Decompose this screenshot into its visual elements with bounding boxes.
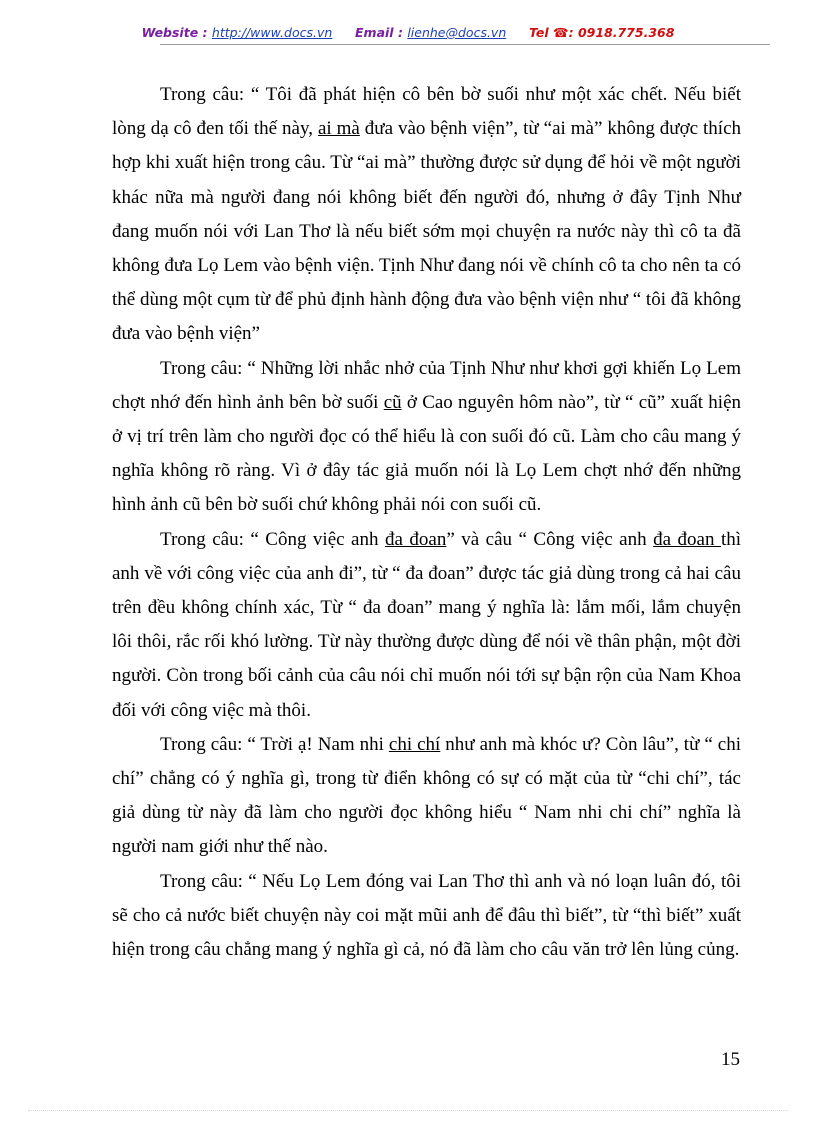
website-label: Website :: [141, 25, 208, 40]
underlined-term: chi chí: [388, 733, 441, 755]
paragraph-4: Trong câu: “ Trời ạ! Nam nhi chi chí như anh mà khóc ư? Còn lâu”, từ “ chi chí” chẳng có ý nghĩa gì, trong từ điển không có sự có mặt của từ “chi chí”, tác giả dùng từ này đã làm cho người đọc không hiểu “ Nam nhi chi chí” nghĩa là người nam giới như thế nào.: [112, 733, 741, 858]
underlined-term: đa đoan: [384, 528, 447, 550]
underlined-term: ai mà: [317, 118, 360, 140]
paragraph-5: Trong câu: “ Nếu Lọ Lem đóng vai Lan Thơ thì anh và nó loạn luân đó, tôi sẽ cho cả nước biết chuyện này coi mặt mũi anh để đâu thì biết”, từ “thì biết” xuất hiện trong câu chẳng mang ý nghĩa gì cả, nó đã làm cho câu văn trở lên lủng củng.: [112, 870, 741, 961]
paragraph-3: Trong câu: “ Công việc anh đa đoan” và câu “ Công việc anh đa đoan thì anh về với công việc của anh đi”, từ “ đa đoan” được tác giả dùng trong cả hai câu trên đều không chính xác, Từ “ đa đoan” mang ý nghĩa là: lắm mối, lắm chuyện lôi thôi, rắc rối khó lường. Từ này thường được dùng để nói về thân phận, một đời người. Còn trong bối cảnh của câu nói chỉ muốn nói tới sự bận rộn của Nam Khoa đối với công việc mà thôi.: [112, 528, 741, 721]
email-link[interactable]: lienhe@docs.vn: [407, 25, 507, 40]
underlined-term: đa đoan: [653, 528, 721, 550]
paragraph-2: Trong câu: “ Những lời nhắc nhở của Tịnh Như như khơi gợi khiến Lọ Lem chợt nhớ đến hình ảnh bên bờ suối cũ ở Cao nguyên hôm nào”, từ “ cũ” xuất hiện ở vị trí trên làm cho người đọc có thể hiểu là con suối đó cũ. Làm cho câu mang ý nghĩa không rõ ràng. Vì ở đây tác giả muốn nói là Lọ Lem chợt nhớ đến những hình ảnh cũ bên bờ suối chứ không phải nói con suối cũ.: [112, 357, 742, 516]
header-rule: [160, 44, 770, 45]
document-body: [112, 78, 741, 967]
paragraph-1: Trong câu: “ Tôi đã phát hiện cô bên bờ suối như một xác chết. Nếu biết lòng dạ cô đen tối thế này, ai mà đưa vào bệnh viện”, từ “ai mà” không được thích hợp khi xuất hiện trong câu. Từ “ai mà” thường được sử dụng để hỏi về một người khác nữa mà người đang nói không biết đến người đó, nhưng ở đây Tịnh Như đang muốn nói với Lan Thơ là nếu biết sớm mọi chuyện ra nước này thì cô ta đã không đưa Lọ Lem vào bệnh viện. Tịnh Như đang nói về chính cô ta cho nên ta có thể dùng một cụm từ để phủ định hành động đưa vào bệnh viện như “ tôi đã không đưa vào bệnh viện”: [112, 84, 742, 345]
website-link[interactable]: http://www.docs.vn: [211, 25, 333, 40]
tel-label: Tel ☎:: [528, 25, 574, 40]
email-label: Email: [355, 25, 394, 40]
email-separator: :: [397, 25, 403, 40]
page-bottom-border: [28, 1110, 788, 1111]
page-number: 15: [721, 1049, 740, 1070]
underlined-term: cũ: [383, 391, 402, 413]
tel-value: 0918.775.368: [577, 25, 675, 40]
page-header: [0, 25, 816, 40]
